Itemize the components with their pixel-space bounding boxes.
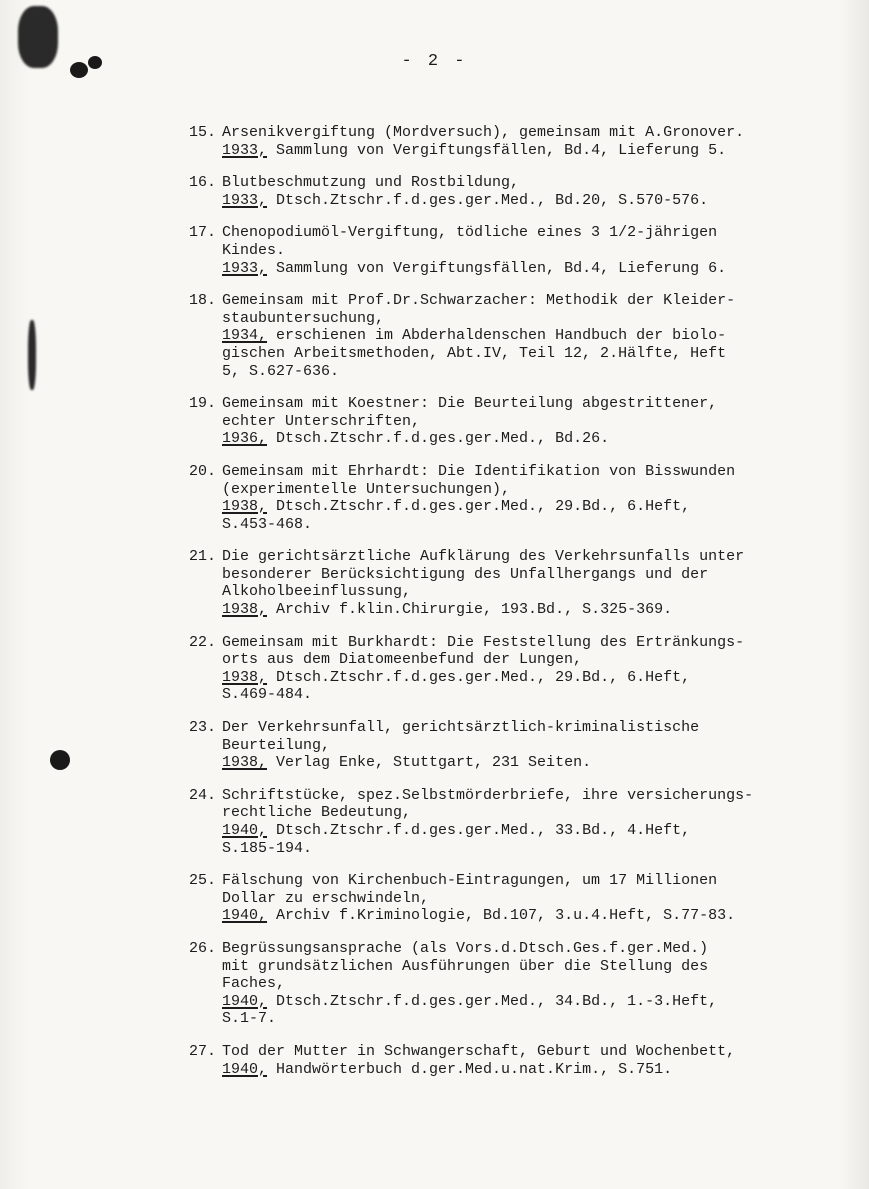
entry-publication-line (180, 993, 840, 1011)
entry-first-line (180, 940, 840, 958)
entry-year: 1940, (222, 1060, 268, 1078)
entry-publication-continued: S.185-194. (222, 839, 313, 857)
bibliography-entry (180, 224, 840, 277)
bibliography-entry (180, 719, 840, 772)
entry-year: 1933, (222, 141, 268, 159)
entry-year: 1940, (222, 992, 268, 1010)
entry-number: 27. (188, 1042, 216, 1060)
entry-title-continued: besonderer Berücksichtigung des Unfallhergangs und der (222, 565, 709, 583)
entry-publication-line (180, 430, 840, 448)
entry-year: 1940, (222, 822, 268, 839)
entry-publication-line (180, 327, 840, 345)
entry-publication: erschienen im Abderhaldenschen Handbuch der biolo- (267, 327, 727, 345)
entry-title-continued: orts aus dem Diatomeenbefund der Lungen, (222, 651, 583, 669)
entry-first-line (180, 872, 840, 890)
entry-title-continued: staubuntersuchung, (222, 309, 385, 327)
entry-first-line (180, 634, 840, 652)
entry-title-continued: Alkoholbeeinflussung, (222, 583, 412, 601)
entry-publication-line (180, 669, 840, 687)
entry-publication: Dtsch.Ztschr.f.d.ges.ger.Med., Bd.26. (267, 430, 610, 448)
entry-title: Der Verkehrsunfall, gerichtsärztlich-kriminalistische (222, 719, 700, 737)
entry-first-line (180, 463, 840, 481)
entry-number: 19. (188, 395, 216, 413)
entry-year: 1934, (222, 327, 268, 345)
entry-year: 1938, (222, 601, 268, 619)
entry-number: 25. (188, 872, 216, 890)
entry-title: Schriftstücke, spez.Selbstmörderbriefe, ihre versicherungs- (222, 786, 754, 804)
ink-mark (28, 320, 36, 390)
entry-publication-line (180, 754, 840, 772)
entry-number: 21. (188, 548, 216, 566)
entry-title: Tod der Mutter in Schwangerschaft, Geburt und Wochenbett, (222, 1042, 736, 1060)
entry-publication-line (180, 142, 840, 160)
entry-first-line (180, 395, 840, 413)
entry-publication-continued: 5, S.627-636. (222, 362, 340, 380)
entry-publication-line (180, 498, 840, 516)
entry-year: 1938, (222, 668, 268, 686)
bibliography-entry (180, 174, 840, 209)
entry-publication: Verlag Enke, Stuttgart, 231 Seiten. (267, 754, 592, 772)
entry-title: Chenopodiumöl-Vergiftung, tödliche eines 3 1/2-jährigen (222, 224, 718, 242)
entry-number: 23. (188, 719, 216, 737)
entry-publication-line (180, 907, 840, 925)
entry-publication-line (180, 1061, 840, 1079)
ink-blot (50, 750, 70, 770)
entry-publication-continued: S.469-484. (222, 686, 313, 704)
entry-number: 24. (188, 786, 216, 804)
entry-number: 20. (188, 462, 216, 480)
entry-publication: Dtsch.Ztschr.f.d.ges.ger.Med., 29.Bd., 6.Heft, (267, 498, 691, 516)
entry-title-continued: Dollar zu erschwindeln, (222, 889, 430, 907)
entry-title: Begrüssungsansprache (als Vors.d.Dtsch.Ges.f.ger.Med.) (222, 939, 709, 957)
entry-title: Blutbeschmutzung und Rostbildung, (222, 174, 520, 192)
entry-publication: Sammlung von Vergiftungsfällen, Bd.4, Lieferung 5. (267, 141, 727, 159)
entry-title-continued: Faches, (222, 975, 286, 993)
entry-publication: Dtsch.Ztschr.f.d.ges.ger.Med., 29.Bd., 6.Heft, (267, 668, 691, 686)
entry-number: 17. (188, 224, 216, 242)
entry-number: 16. (188, 174, 216, 192)
entry-number: 26. (188, 939, 216, 957)
entry-year: 1938, (222, 498, 268, 516)
bibliography-list (180, 124, 840, 1093)
page-number: - 2 - (401, 52, 468, 71)
bibliography-entry (180, 1043, 840, 1078)
entry-first-line (180, 292, 840, 310)
bibliography-entry (180, 872, 840, 925)
entry-year: 1938, (222, 754, 268, 772)
entry-title: Gemeinsam mit Koestner: Die Beurteilung abgestrittener, (222, 395, 718, 413)
entry-number: 18. (188, 292, 216, 310)
entry-publication: Dtsch.Ztschr.f.d.ges.ger.Med., 33.Bd., 4.Heft, (267, 822, 691, 839)
bibliography-entry (180, 395, 840, 448)
entry-publication-continued: gischen Arbeitsmethoden, Abt.IV, Teil 12, 2.Hälfte, Heft (222, 344, 727, 362)
entry-number: 15. (188, 124, 216, 141)
entry-title-continued: Kindes. (222, 241, 286, 259)
entry-year: 1940, (222, 907, 268, 925)
entry-title-continued: (experimentelle Untersuchungen), (222, 480, 511, 498)
entry-publication: Handwörterbuch d.ger.Med.u.nat.Krim., S.751. (267, 1060, 673, 1078)
entry-publication-line (180, 822, 840, 840)
entry-title: Gemeinsam mit Prof.Dr.Schwarzacher: Methodik der Kleider- (222, 292, 736, 310)
entry-publication: Sammlung von Vergiftungsfällen, Bd.4, Lieferung 6. (267, 259, 727, 277)
entry-year: 1933, (222, 259, 268, 277)
entry-first-line (180, 548, 840, 566)
entry-title: Gemeinsam mit Ehrhardt: Die Identifikation von Bisswunden (222, 462, 736, 480)
entry-publication-line (180, 601, 840, 619)
entry-title-continued: rechtliche Bedeutung, (222, 804, 412, 822)
bibliography-entry (180, 124, 840, 159)
entry-publication-line (180, 260, 840, 278)
entry-publication: Dtsch.Ztschr.f.d.ges.ger.Med., Bd.20, S.570-576. (267, 191, 709, 209)
entry-first-line (180, 1043, 840, 1061)
entry-publication-continued: S.1-7. (222, 1010, 277, 1028)
entry-title-continued: mit grundsätzlichen Ausführungen über die Stellung des (222, 957, 709, 975)
entry-title-continued: echter Unterschriften, (222, 412, 421, 430)
bibliography-entry (180, 634, 840, 704)
entry-title: Gemeinsam mit Burkhardt: Die Feststellung des Ertränkungs- (222, 633, 745, 651)
entry-title-continued: Beurteilung, (222, 736, 331, 754)
entry-publication: Archiv f.Kriminologie, Bd.107, 3.u.4.Heft, S.77-83. (267, 907, 736, 925)
entry-first-line (180, 787, 840, 805)
entry-publication-line (180, 192, 840, 210)
bibliography-entry (180, 940, 840, 1028)
entry-first-line (180, 224, 840, 242)
bibliography-entry (180, 787, 840, 857)
entry-first-line (180, 124, 840, 142)
entry-first-line (180, 719, 840, 737)
bibliography-entry (180, 463, 840, 533)
entry-publication-continued: S.453-468. (222, 515, 313, 533)
bibliography-entry (180, 292, 840, 380)
entry-first-line (180, 174, 840, 192)
entry-title: Arsenikvergiftung (Mordversuch), gemeinsam mit A.Gronover. (222, 124, 745, 141)
entry-publication: Dtsch.Ztschr.f.d.ges.ger.Med., 34.Bd., 1.-3.Heft, (267, 992, 718, 1010)
entry-number: 22. (188, 633, 216, 651)
entry-publication: Archiv f.klin.Chirurgie, 193.Bd., S.325-369. (267, 601, 673, 619)
bibliography-entry (180, 548, 840, 618)
entry-title: Fälschung von Kirchenbuch-Eintragungen, um 17 Millionen (222, 872, 718, 890)
entry-year: 1933, (222, 191, 268, 209)
entry-year: 1936, (222, 430, 268, 448)
entry-title: Die gerichtsärztliche Aufklärung des Verkehrsunfalls unter (222, 548, 745, 566)
